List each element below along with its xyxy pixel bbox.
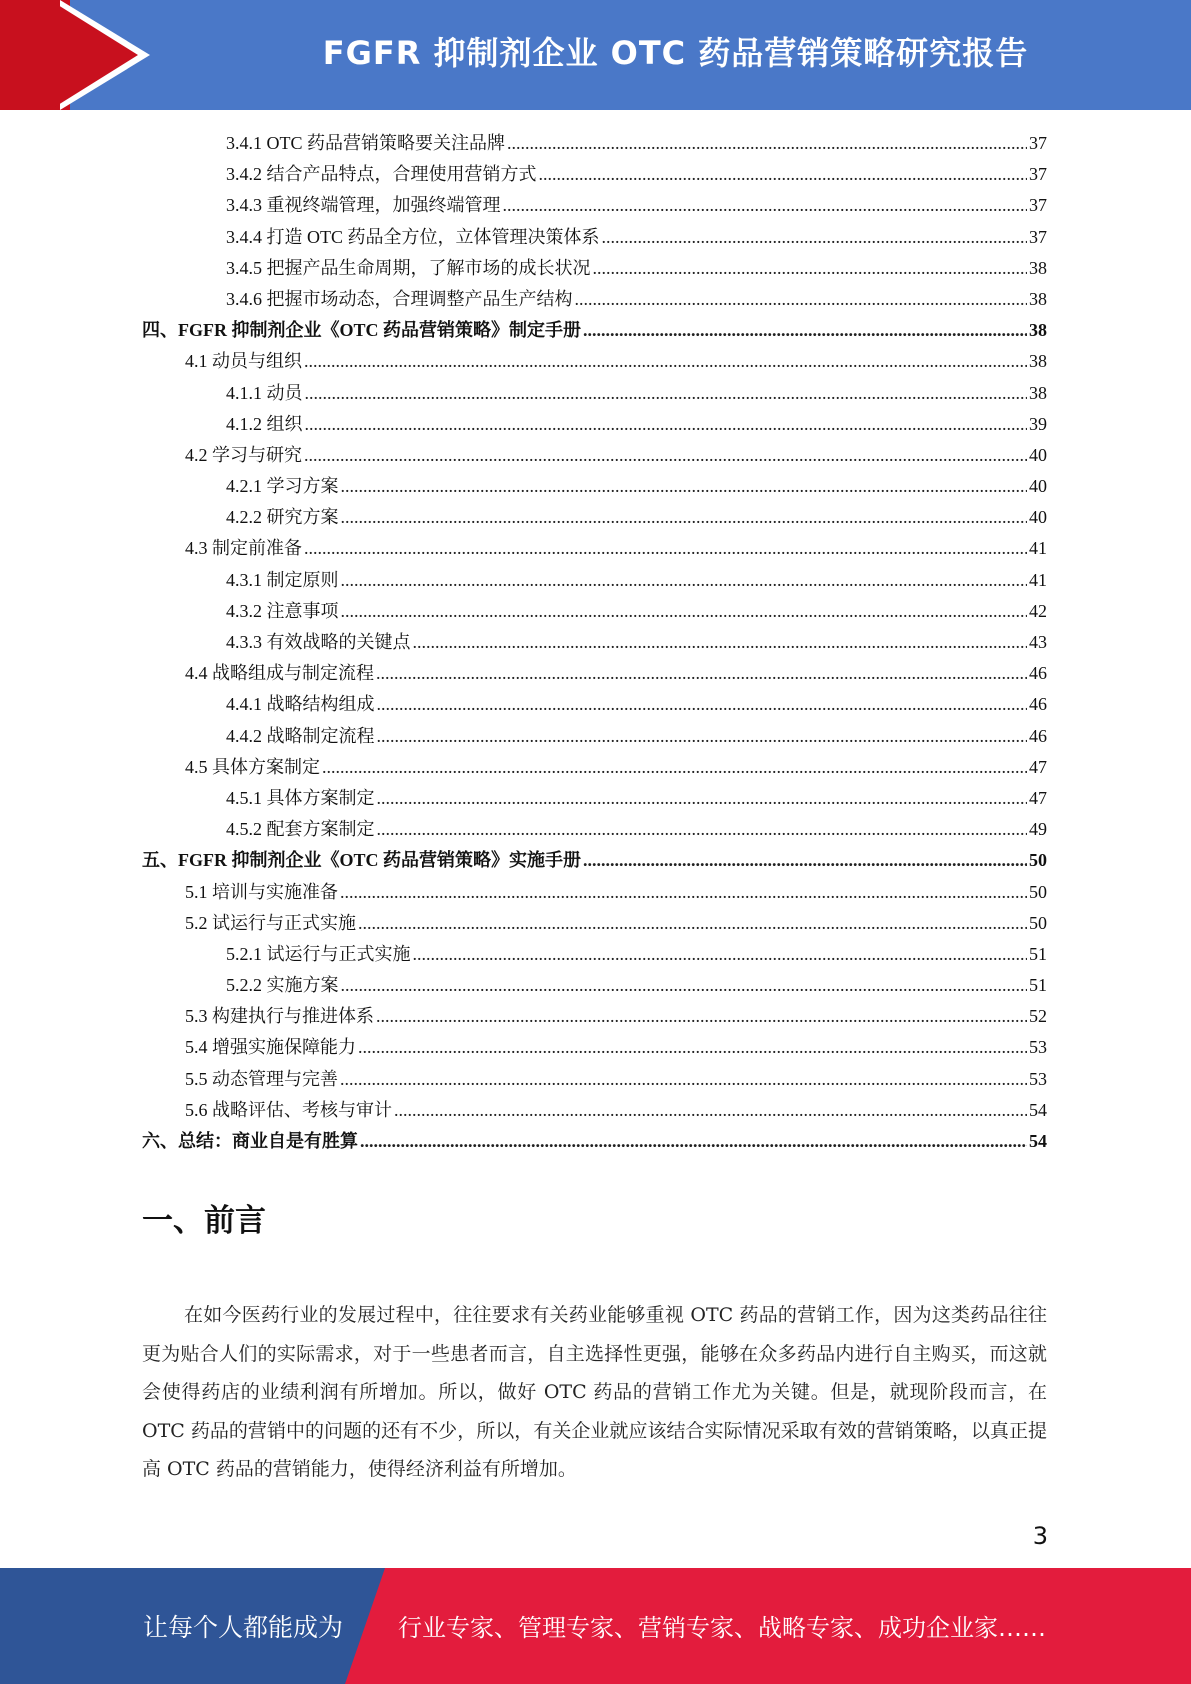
toc-entry-page: 51 bbox=[1029, 943, 1047, 964]
toc-leader-dots bbox=[341, 975, 1028, 996]
toc-entry-page: 43 bbox=[1029, 632, 1047, 652]
toc-entry-page: 53 bbox=[1029, 1037, 1047, 1058]
toc-entry[interactable] bbox=[142, 472, 1047, 503]
page-number: 3 bbox=[1032, 1522, 1048, 1550]
toc-entry[interactable] bbox=[142, 285, 1047, 316]
footer-blue-slant bbox=[345, 1568, 385, 1684]
toc-entry-page: 46 bbox=[1029, 694, 1047, 715]
report-title: FGFR 抑制剂企业 OTC 药品营销策略研究报告 bbox=[322, 34, 1029, 72]
toc-entry-page: 46 bbox=[1029, 725, 1047, 746]
footer-slogan-right: 行业专家、管理专家、营销专家、战略专家、成功企业家…… bbox=[398, 1614, 1046, 1642]
toc-entry-page: 37 bbox=[1029, 164, 1047, 185]
footer-slogan-left: 让每个人都能成为 bbox=[143, 1613, 344, 1642]
toc-entry[interactable] bbox=[142, 1033, 1047, 1064]
toc-entry-page: 38 bbox=[1029, 320, 1047, 341]
toc-entry-label: 5.2.1 试运行与正式实施 bbox=[226, 943, 411, 964]
toc-entry-label: 4.2.2 研究方案 bbox=[226, 507, 339, 528]
page-footer bbox=[0, 1568, 1191, 1684]
toc-entry[interactable] bbox=[142, 441, 1047, 472]
toc-entry[interactable] bbox=[142, 940, 1047, 971]
toc-entry-page: 46 bbox=[1029, 663, 1047, 684]
toc-entry[interactable] bbox=[142, 410, 1047, 441]
toc-leader-dots bbox=[377, 694, 1028, 715]
toc-entry-page: 37 bbox=[1029, 133, 1047, 153]
toc-entry-page: 49 bbox=[1029, 819, 1047, 840]
toc-leader-dots bbox=[358, 913, 1027, 934]
toc-leader-dots bbox=[305, 383, 1028, 404]
toc-leader-dots bbox=[360, 1131, 1027, 1152]
toc-entry[interactable] bbox=[142, 347, 1047, 378]
toc-entry-label: 4.4.1 战略结构组成 bbox=[226, 694, 375, 715]
toc-entry-label: 4.3.1 制定原则 bbox=[226, 569, 339, 590]
toc-entry[interactable] bbox=[142, 722, 1047, 753]
toc-leader-dots bbox=[305, 414, 1028, 435]
toc-entry[interactable] bbox=[142, 846, 1047, 877]
toc-entry-page: 47 bbox=[1029, 787, 1047, 808]
toc-entry-label: 5.1 培训与实施准备 bbox=[185, 881, 338, 902]
toc-leader-dots bbox=[377, 819, 1028, 840]
toc-entry-label: 3.4.2 结合产品特点，合理使用营销方式 bbox=[226, 164, 537, 185]
header-chevron-red bbox=[50, 0, 138, 110]
toc-entry[interactable] bbox=[142, 1002, 1047, 1033]
toc-leader-dots bbox=[575, 289, 1028, 310]
toc-leader-dots bbox=[304, 445, 1027, 466]
toc-leader-dots bbox=[340, 882, 1027, 903]
toc-entry[interactable] bbox=[142, 597, 1047, 628]
toc-entry-page: 40 bbox=[1029, 507, 1047, 528]
toc-leader-dots bbox=[341, 601, 1028, 622]
toc-leader-dots bbox=[341, 476, 1028, 497]
toc-entry-page: 41 bbox=[1029, 538, 1047, 559]
toc-entry-page: 54 bbox=[1029, 1099, 1047, 1120]
toc-entry[interactable] bbox=[142, 1096, 1047, 1127]
toc-entry-page: 50 bbox=[1029, 912, 1047, 933]
toc-entry[interactable] bbox=[142, 1065, 1047, 1096]
toc-entry-page: 41 bbox=[1029, 569, 1047, 590]
toc-leader-dots bbox=[341, 507, 1028, 528]
toc-entry-label: 5.5 动态管理与完善 bbox=[185, 1068, 338, 1089]
toc-entry[interactable] bbox=[142, 160, 1047, 191]
table-of-contents bbox=[142, 129, 1047, 1158]
toc-leader-dots bbox=[304, 351, 1027, 372]
toc-entry-page: 37 bbox=[1029, 226, 1047, 247]
toc-entry-label: 4.1.2 组织 bbox=[226, 413, 303, 434]
toc-leader-dots bbox=[503, 195, 1028, 216]
toc-entry-label: 3.4.1 OTC 药品营销策略要关注品牌 bbox=[226, 133, 505, 153]
toc-leader-dots bbox=[322, 757, 1027, 778]
toc-entry-label: 5.3 构建执行与推进体系 bbox=[185, 1006, 374, 1027]
toc-entry[interactable] bbox=[142, 223, 1047, 254]
toc-entry[interactable] bbox=[142, 316, 1047, 347]
toc-entry[interactable] bbox=[142, 379, 1047, 410]
toc-entry-page: 38 bbox=[1029, 382, 1047, 403]
toc-entry[interactable] bbox=[142, 628, 1047, 659]
toc-entry-page: 47 bbox=[1029, 756, 1047, 777]
toc-leader-dots bbox=[394, 1100, 1027, 1121]
toc-entry-label: 五、FGFR 抑制剂企业《OTC 药品营销策略》实施手册 bbox=[142, 850, 581, 871]
toc-entry-label: 3.4.4 打造 OTC 药品全方位，立体管理决策体系 bbox=[226, 226, 600, 247]
toc-entry-label: 4.1 动员与组织 bbox=[185, 351, 302, 372]
toc-entry[interactable] bbox=[142, 1127, 1047, 1158]
toc-entry-page: 53 bbox=[1029, 1068, 1047, 1089]
toc-entry-page: 37 bbox=[1029, 195, 1047, 216]
toc-entry-page: 50 bbox=[1029, 881, 1047, 902]
toc-leader-dots bbox=[583, 320, 1027, 341]
section-heading: 一、前言 bbox=[142, 1203, 266, 1239]
toc-entry[interactable] bbox=[142, 909, 1047, 940]
toc-entry-label: 4.5 具体方案制定 bbox=[185, 756, 320, 777]
toc-entry-label: 四、FGFR 抑制剂企业《OTC 药品营销策略》制定手册 bbox=[142, 320, 581, 341]
toc-entry-label: 3.4.5 把握产品生命周期，了解市场的成长状况 bbox=[226, 257, 591, 278]
toc-leader-dots bbox=[304, 538, 1027, 559]
toc-entry-page: 40 bbox=[1029, 444, 1047, 465]
toc-entry-label: 4.5.2 配套方案制定 bbox=[226, 819, 375, 840]
toc-entry-label: 4.3.2 注意事项 bbox=[226, 600, 339, 621]
toc-entry-label: 六、总结：商业自是有胜算 bbox=[142, 1131, 358, 1151]
toc-leader-dots bbox=[602, 227, 1028, 248]
toc-entry-label: 3.4.6 把握市场动态，合理调整产品生产结构 bbox=[226, 288, 573, 309]
toc-leader-dots bbox=[377, 788, 1028, 809]
toc-entry[interactable] bbox=[142, 254, 1047, 285]
toc-leader-dots bbox=[340, 1069, 1027, 1090]
toc-leader-dots bbox=[377, 726, 1028, 747]
toc-entry[interactable] bbox=[142, 191, 1047, 222]
toc-leader-dots bbox=[539, 164, 1028, 185]
toc-entry-label: 3.4.3 重视终端管理，加强终端管理 bbox=[226, 195, 501, 216]
page-header bbox=[0, 0, 1191, 110]
toc-entry-label: 4.3.3 有效战略的关键点 bbox=[226, 632, 411, 652]
toc-entry-page: 38 bbox=[1029, 288, 1047, 309]
toc-leader-dots bbox=[583, 850, 1027, 871]
toc-entry-page: 51 bbox=[1029, 975, 1047, 996]
toc-entry[interactable] bbox=[142, 878, 1047, 909]
toc-entry[interactable] bbox=[142, 534, 1047, 565]
toc-entry-label: 5.6 战略评估、考核与审计 bbox=[185, 1099, 392, 1120]
toc-leader-dots bbox=[413, 944, 1028, 965]
toc-entry-label: 4.4 战略组成与制定流程 bbox=[185, 663, 374, 684]
toc-leader-dots bbox=[376, 663, 1027, 684]
toc-entry-page: 52 bbox=[1029, 1006, 1047, 1027]
intro-paragraph: 在如今医药行业的发展过程中，往往要求有关药业能够重视 OTC 药品的营销工作，因为这类药品往往更为贴合人们的实际需求，对于一些患者而言，自主选择性更强，能够在众多药品内进行自主购买，而这就会使得药店的业绩利润有所增加。所以，做好 OTC 药品的营销工作尤为关键。但是，就现阶段而言，在 OTC 药品的营销中的问题的还有不少，所以，有关企业就应该结合实际情况采取有效的营销策略，以真正提高 OTC 药品的营销能力，使得经济利益有所增加。 bbox=[142, 1304, 1047, 1480]
toc-leader-dots bbox=[507, 133, 1027, 154]
toc-leader-dots bbox=[358, 1037, 1027, 1058]
toc-entry-label: 4.1.1 动员 bbox=[226, 382, 303, 403]
toc-entry-label: 4.4.2 战略制定流程 bbox=[226, 725, 375, 746]
toc-entry[interactable] bbox=[142, 659, 1047, 690]
toc-entry[interactable] bbox=[142, 566, 1047, 597]
toc-leader-dots bbox=[413, 632, 1028, 653]
toc-entry[interactable] bbox=[142, 971, 1047, 1002]
toc-leader-dots bbox=[593, 258, 1028, 279]
toc-entry-label: 5.2 试运行与正式实施 bbox=[185, 912, 356, 933]
toc-entry-label: 5.4 增强实施保障能力 bbox=[185, 1037, 356, 1058]
toc-entry-page: 38 bbox=[1029, 257, 1047, 278]
toc-entry[interactable] bbox=[142, 690, 1047, 721]
toc-entry-page: 54 bbox=[1029, 1131, 1047, 1151]
toc-entry-page: 50 bbox=[1029, 850, 1047, 871]
toc-leader-dots bbox=[341, 570, 1028, 591]
toc-entry[interactable] bbox=[142, 503, 1047, 534]
toc-entry-page: 38 bbox=[1029, 351, 1047, 372]
toc-entry-page: 39 bbox=[1029, 413, 1047, 434]
toc-entry[interactable] bbox=[142, 129, 1047, 160]
toc-entry-label: 4.2.1 学习方案 bbox=[226, 476, 339, 497]
toc-entry[interactable] bbox=[142, 753, 1047, 784]
toc-entry-label: 4.5.1 具体方案制定 bbox=[226, 787, 375, 808]
toc-entry[interactable] bbox=[142, 815, 1047, 846]
toc-entry-page: 42 bbox=[1029, 600, 1047, 621]
toc-entry-label: 4.2 学习与研究 bbox=[185, 444, 302, 465]
toc-entry[interactable] bbox=[142, 784, 1047, 815]
toc-leader-dots bbox=[376, 1006, 1027, 1027]
toc-entry-page: 40 bbox=[1029, 476, 1047, 497]
toc-entry-label: 4.3 制定前准备 bbox=[185, 538, 302, 559]
toc-entry-label: 5.2.2 实施方案 bbox=[226, 975, 339, 996]
